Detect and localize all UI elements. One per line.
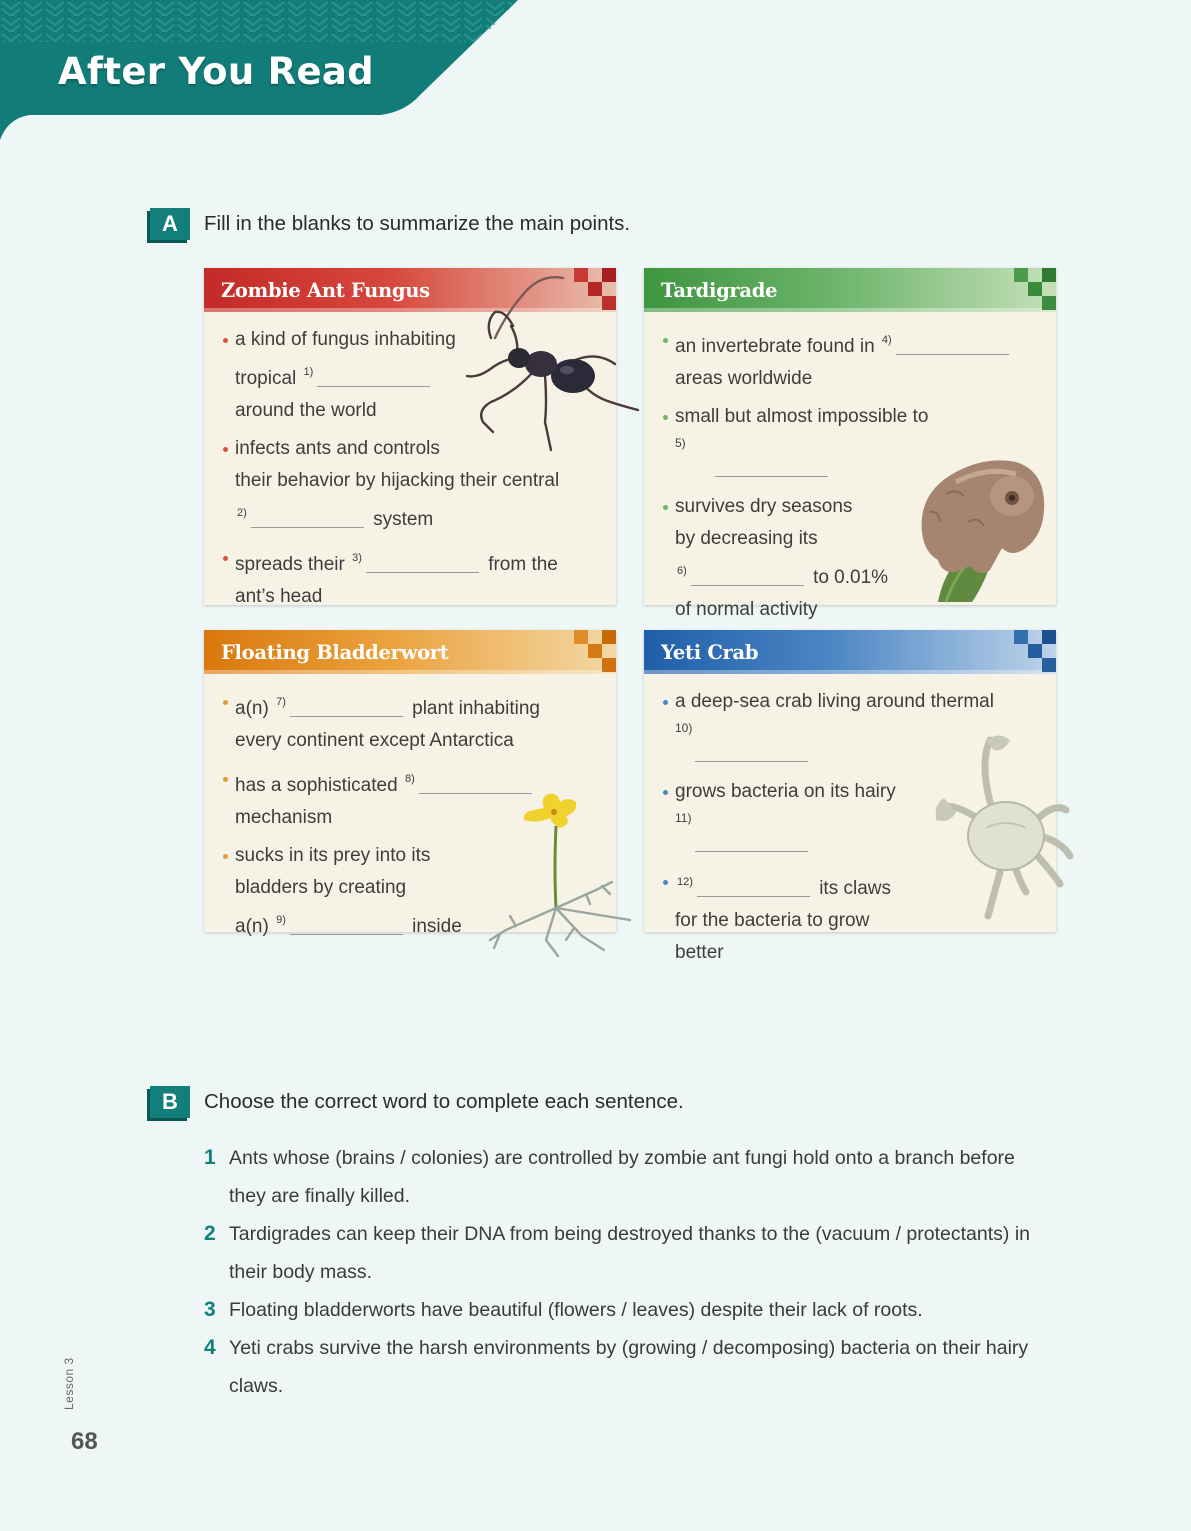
pixel-decoration [984, 630, 1056, 674]
blank-number: 3) [352, 552, 362, 564]
blank-12[interactable] [697, 875, 810, 897]
tardigrade-illustration [916, 452, 1051, 604]
blank-number: 5) [675, 436, 686, 450]
section-a-badge: A [150, 208, 190, 240]
list-item: grows bacteria on its hairy 11) [662, 776, 1042, 860]
list-item: survives dry seasons by decreasing its $^{6)}$ to 0.01% of normal activity [662, 491, 1042, 626]
blank-10[interactable] [695, 740, 808, 762]
lesson-label: Lesson 3 [62, 1357, 76, 1410]
blank-number: 6) [677, 565, 687, 577]
bladderwort-illustration [486, 790, 636, 960]
section-b-instruction: Choose the correct word to complete each sentence. [204, 1090, 684, 1113]
blank-number: 12) [677, 876, 693, 888]
section-b-heading [150, 1086, 684, 1118]
list-item: a kind of fungus inhabiting tropical $^{1)}$ around the world [222, 324, 602, 427]
card-title: Zombie Ant Fungus [221, 278, 430, 302]
page-title: After You Read [58, 50, 374, 93]
question-text[interactable]: Tardigrades can keep their DNA from being destroyed thanks to the (vacuum / protectants) in their body mass. [229, 1223, 1030, 1283]
blank-4[interactable] [896, 333, 1009, 355]
question-text[interactable]: Yeti crabs survive the harsh environments by (growing / decomposing) bacteria on their hairy claws. [229, 1337, 1029, 1397]
blank-9[interactable] [290, 913, 403, 935]
question-text[interactable]: Ants whose (brains / colonies) are controlled by zombie ant fungi hold onto a branch before they are finally killed. [229, 1147, 1015, 1207]
blank-number: 8) [404, 773, 415, 785]
section-a-instruction: Fill in the blanks to summarize the main points. [204, 212, 631, 235]
blank-number: 7) [276, 696, 286, 708]
section-a-heading [150, 208, 630, 240]
section-b-badge: B [150, 1086, 190, 1118]
yeti-crab-illustration [930, 732, 1076, 922]
question-text[interactable]: Floating bladderworts have beautiful (flowers / leaves) despite their lack of roots. [229, 1299, 923, 1321]
blank-number: 10) [675, 721, 693, 735]
list-item: spreads their $^{3)}$ from the ant’s head [222, 542, 602, 613]
list-item: an invertebrate found in $^{4)}$ areas worldwide [662, 324, 1042, 395]
question-number: 4 [204, 1336, 216, 1359]
question-item [204, 1139, 1034, 1215]
card-header [644, 630, 1056, 674]
blank-number: 2) [237, 507, 247, 519]
blank-2[interactable] [251, 506, 364, 528]
list-item: a(n) $^{7)}$ plant inhabiting every continent except Antarctica [222, 686, 602, 757]
list-item: $^{12)}$ its claws for the bacteria to grow better [662, 866, 1042, 969]
blank-number: 11) [675, 811, 692, 825]
question-number: 3 [204, 1298, 216, 1321]
question-item [204, 1215, 1034, 1291]
header-banner [0, 0, 540, 150]
question-number: 1 [204, 1146, 216, 1169]
list-item: sucks in its prey into its bladders by creating a(n) $^{9)}$ inside [222, 840, 602, 943]
card-title: Floating Bladderwort [221, 640, 449, 664]
blank-number: 9) [276, 914, 286, 926]
blank-number: 1) [303, 366, 314, 378]
blank-1[interactable] [317, 365, 430, 387]
question-list [204, 1139, 1034, 1405]
question-number: 2 [204, 1222, 216, 1245]
question-item [204, 1329, 1034, 1405]
pixel-decoration [984, 268, 1056, 312]
card-title: Yeti Crab [661, 640, 759, 664]
list-item: infects ants and controls their behavior by hijacking their central $^{2)}$ system [222, 433, 602, 536]
blank-11[interactable] [695, 830, 808, 852]
blank-number: 4) [881, 334, 892, 346]
blank-3[interactable] [366, 551, 479, 573]
blank-5[interactable] [715, 455, 828, 477]
list-item: has a sophisticated $^{8)}$ mechanism [222, 763, 602, 834]
card-header [644, 268, 1056, 312]
list-item: small but almost impossible to 5) [662, 401, 1042, 485]
blank-6[interactable] [691, 564, 804, 586]
blank-7[interactable] [290, 695, 403, 717]
list-item: a deep-sea crab living around thermal 10) [662, 686, 1042, 770]
card-title: Tardigrade [661, 278, 778, 302]
ant-illustration [455, 272, 645, 457]
question-item [204, 1291, 1034, 1329]
page-number: 68 [71, 1428, 98, 1455]
card-header [204, 630, 616, 674]
pixel-decoration [544, 630, 616, 674]
